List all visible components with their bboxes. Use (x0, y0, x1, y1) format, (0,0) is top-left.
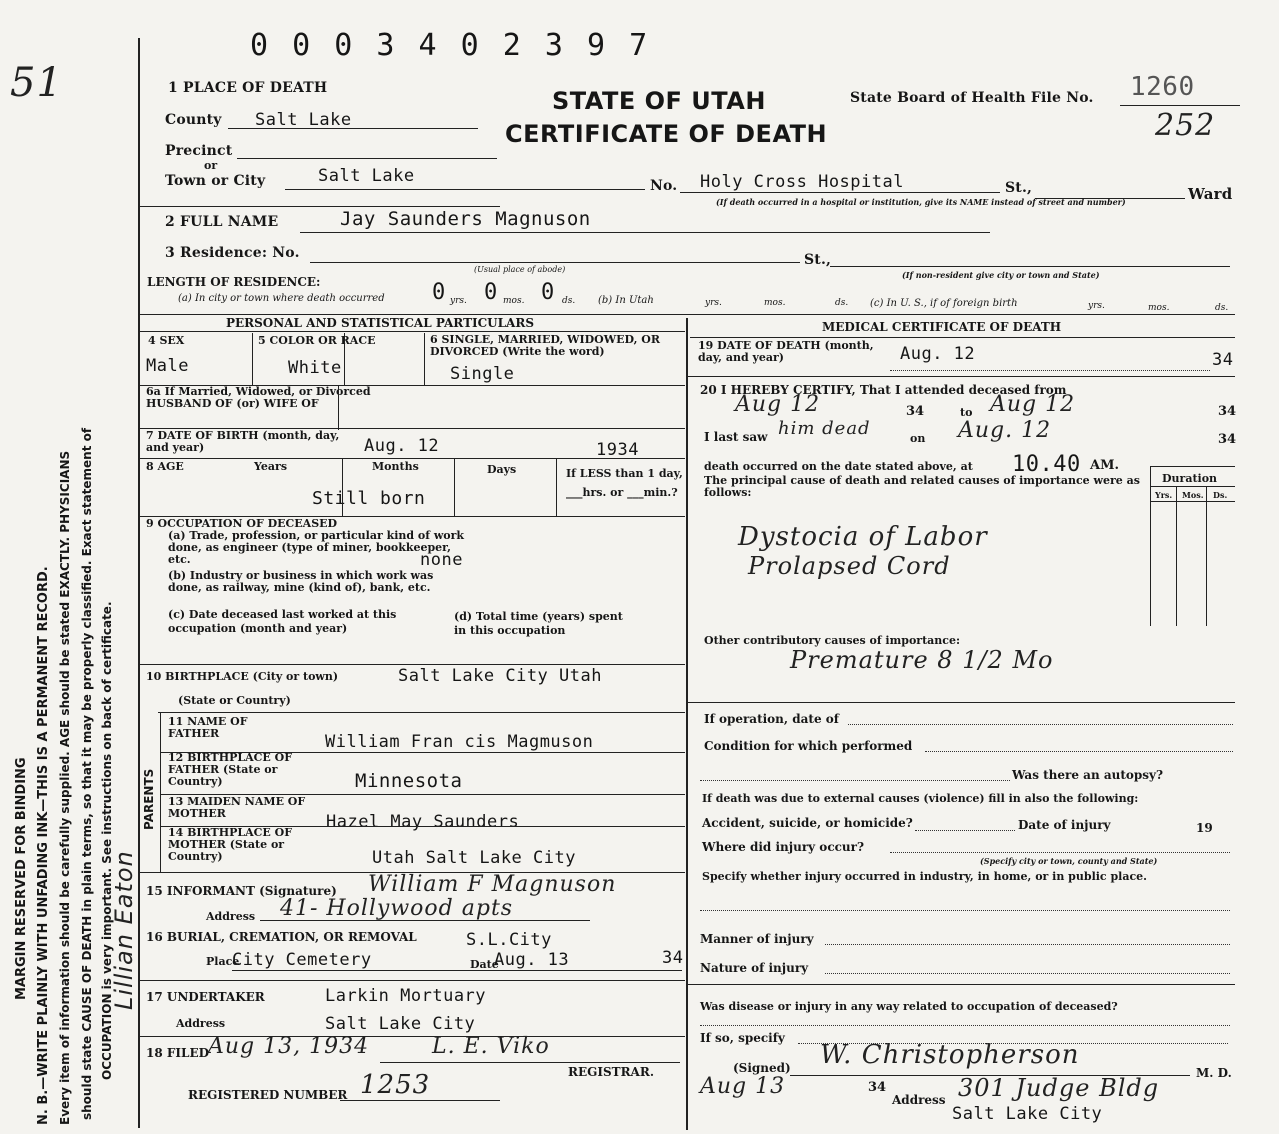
or-label: or (204, 159, 218, 172)
informant-address-line (260, 920, 590, 921)
physician-signature: W. Christopherson (820, 1040, 1080, 1070)
parents-divider (160, 712, 161, 872)
sex-label: 4 SEX (148, 334, 185, 347)
margin-permanent-record-note: N. B.—WRITE PLAINLY WITH UNFADING INK—THIS IS A PERMANENT RECORD. (36, 566, 51, 1125)
am-label: AM. (1090, 458, 1120, 473)
residence-label: 3 Residence: No. (165, 245, 300, 261)
md-label: M. D. (1196, 1066, 1232, 1080)
full-name-label: 2 FULL NAME (165, 214, 279, 230)
residence-yrs: 0 (432, 280, 446, 305)
full-name-value: Jay Saunders Magnuson (340, 208, 591, 230)
burial-date-label: Date (470, 958, 499, 971)
age-div-2 (454, 458, 455, 516)
residence-city-label: (a) In city or town where death occurred (178, 293, 385, 304)
parents-label: PARENTS (142, 768, 156, 830)
ward-label: Ward (1188, 185, 1233, 203)
residence-st-label: St., (804, 252, 832, 268)
title-state: STATE OF UTAH (552, 87, 766, 115)
dod-label: 19 DATE OF DEATH (month, day, and year) (698, 339, 874, 364)
personal-header: PERSONAL AND STATISTICAL PARTICULARS (226, 316, 535, 330)
undertaker-address-value: Salt Lake City (325, 1014, 476, 1034)
file-no: 1260 (1130, 72, 1195, 102)
filed-label: 18 FILED (146, 1046, 209, 1060)
margin-instruction-3: OCCUPATION is very important. See instructions on back of certificate. (100, 601, 114, 1080)
certify-label: 20 I HEREBY CERTIFY, That I attended deceased from (700, 383, 1067, 397)
county-value: Salt Lake (255, 110, 352, 130)
divider-operation (688, 702, 1235, 703)
duration-label: Duration (1162, 472, 1218, 485)
attended-from: Aug 12 (735, 392, 821, 417)
specify-label: Specify whether injury occurred in industry, in home, or in public place. (702, 870, 1147, 883)
residence-ds-label: ds. (562, 296, 576, 306)
burial-value: S.L.City (466, 930, 552, 950)
where-dots (890, 852, 1230, 853)
operation-label: If operation, date of (704, 712, 839, 726)
nature-dots (825, 973, 1230, 974)
duration-left (1150, 466, 1151, 626)
filed-value: Aug 13, 1934 (208, 1034, 370, 1059)
place-of-death-label: 1 PLACE OF DEATH (168, 80, 328, 96)
birthplace-value: Salt Lake City Utah (398, 666, 602, 686)
time-value: 10.40 (1012, 452, 1081, 477)
undertaker-address-label: Address (176, 1017, 226, 1030)
mother-bp-value: Utah Salt Lake City (372, 848, 576, 868)
dob-label: 7 DATE OF BIRTH (month, day, and year) (146, 429, 340, 454)
attended-to: Aug 12 (990, 392, 1076, 417)
residence-ds: 0 (541, 280, 555, 305)
margin-signature: Lillian Eaton (110, 850, 138, 1010)
last-saw-on-label: on (910, 432, 926, 445)
occurred-label: death occurred on the date stated above, at (704, 460, 973, 473)
margin-instruction-1: Every item of information should be carefully supplied. AGE should be stated EXACTLY. PHYSICIANS (58, 450, 72, 1125)
age-months-label: Months (372, 460, 419, 473)
accident-dots (915, 830, 1015, 831)
utah-ds-label: ds. (835, 298, 849, 308)
informant-address: 41- Hollywood apts (280, 896, 514, 921)
other-causes-label: Other contributory causes of importance: (704, 634, 961, 647)
birthplace-label: 10 BIRTHPLACE (City or town) (146, 670, 339, 683)
divider-headers (140, 331, 685, 332)
precinct-label: Precinct (165, 143, 233, 159)
us-ds-label: ds. (1215, 303, 1229, 313)
sign-date: Aug 13 (700, 1074, 786, 1099)
marital-left-divider (424, 333, 425, 385)
residence-line (310, 262, 800, 263)
condition-label: Condition for which performed (704, 739, 913, 753)
autopsy-dots (700, 780, 1010, 781)
age-less-label: If LESS than 1 day, ___hrs. or ___min.? (566, 467, 683, 499)
last-saw-value: him dead (778, 418, 871, 439)
duration-col-2 (1206, 486, 1207, 626)
duration-top (1150, 466, 1235, 467)
accident-label: Accident, suicide, or homicide? (702, 816, 913, 830)
undertaker-value: Larkin Mortuary (325, 986, 487, 1006)
precinct-line (237, 158, 497, 159)
cause-2: Prolapsed Cord (748, 552, 951, 580)
cause-intro: The principal cause of death and related causes of importance were as follows: (704, 474, 1140, 499)
burial-place-label: Place (206, 955, 240, 968)
institution-line (680, 192, 1000, 193)
age-div-1 (342, 458, 343, 516)
autopsy-label: Was there an autopsy? (1012, 768, 1164, 782)
town-line (285, 189, 645, 190)
residence-mos: 0 (484, 280, 498, 305)
where-note: (Specify city or town, county and State) (980, 856, 1158, 866)
utah-yrs-label: yrs. (705, 298, 722, 308)
residence-us-label: (c) In U. S., if of foreign birth (870, 298, 1018, 309)
specify-dots (700, 910, 1230, 911)
last-saw-yr: 34 (1218, 432, 1237, 447)
attended-to-yr: 34 (1218, 404, 1237, 419)
occupation-q-dots (700, 1025, 1230, 1026)
utah-mos-label: mos. (764, 298, 786, 308)
informant-address-label: Address (206, 910, 256, 923)
reg-no-value: 1253 (360, 1070, 431, 1100)
burial-label: 16 BURIAL, CREMATION, OR REMOVAL (146, 930, 417, 944)
file-no-label: State Board of Health File No. (850, 90, 1094, 106)
occupation-q: Was disease or injury in any way related to occupation of deceased? (700, 1000, 1118, 1013)
sign-year: 34 (868, 1080, 887, 1095)
title-certificate: CERTIFICATE OF DEATH (505, 120, 828, 148)
st-label: St., (1005, 180, 1033, 196)
undertaker-label: 17 UNDERTAKER (146, 990, 265, 1004)
town-label: Town or City (165, 173, 266, 189)
us-yrs-label: yrs. (1088, 301, 1105, 311)
age-days-label: Days (487, 463, 517, 476)
mother-label: 13 MAIDEN NAME OF MOTHER (168, 795, 306, 820)
reg-no-line (340, 1100, 500, 1101)
last-saw-date: Aug. 12 (958, 418, 1052, 443)
burial-place-value: City Cemetery (232, 950, 372, 970)
burial-year-value: 34 (662, 948, 684, 968)
usual-abode-note: (Usual place of abode) (474, 265, 566, 274)
dod-md: Aug. 12 (900, 344, 976, 364)
dob-md: Aug. 12 (364, 436, 440, 456)
last-saw-label: I last saw (704, 430, 768, 444)
manner-label: Manner of injury (700, 932, 814, 946)
duration-head-bottom (1150, 501, 1235, 502)
occupation-label: 9 OCCUPATION OF DECEASED (146, 517, 338, 530)
age-label: 8 AGE (146, 460, 184, 473)
other-causes-value: Premature 8 1/2 Mo (790, 646, 1054, 674)
dod-line (890, 370, 1210, 371)
file-no-line (1120, 105, 1240, 106)
age-years-label: Years (254, 460, 288, 473)
age-div-3 (556, 458, 557, 516)
attended-from-yr: 34 (906, 404, 925, 419)
duration-mos: Mos. (1182, 490, 1204, 500)
sex-race-divider (252, 333, 253, 385)
length-of-residence-label: LENGTH OF RESIDENCE: (147, 275, 321, 289)
sex-value: Male (146, 356, 189, 376)
divider-undertaker (140, 980, 685, 981)
divider-sections (140, 314, 1235, 315)
occupation-a: (a) Trade, profession, or particular kind of work done, as engineer (type of miner, bookkeeper, etc. (168, 529, 465, 566)
duration-col-1 (1176, 486, 1177, 626)
no-label: No. (650, 178, 678, 194)
father-bp-label: 12 BIRTHPLACE OF FATHER (State or Country) (168, 751, 293, 788)
divider-age (140, 458, 685, 459)
where-label: Where did injury occur? (702, 840, 865, 854)
occupation-value: none (420, 550, 463, 570)
external-label: If death was due to external causes (violence) fill in also the following: (702, 792, 1139, 805)
mother-value: Hazel May Saunders (326, 812, 520, 832)
condition-dots (925, 751, 1233, 752)
ifso-label: If so, specify (700, 1031, 785, 1045)
duration-ds: Ds. (1213, 490, 1228, 500)
spouse-label: 6a If Married, Widowed, or Divorced HUSBAND OF (or) WIFE OF (146, 385, 371, 410)
divider-medical-header (690, 337, 1235, 338)
divider-birthplace (140, 664, 685, 665)
margin-mark: 51 (10, 60, 63, 106)
full-name-line (300, 232, 990, 233)
registrar-line (380, 1062, 680, 1063)
occupation-c: (c) Date deceased last worked at this occupation (month and year) (168, 608, 397, 635)
injury-year-label: 19 (1196, 821, 1213, 835)
signed-label: (Signed) (733, 1061, 791, 1075)
birthplace-sub: (State or Country) (178, 694, 291, 707)
father-value: William Fran cis Magmuson (325, 732, 594, 752)
occupation-b: (b) Industry or business in which work was done, as railway, mine (kind of), bank, etc. (168, 569, 434, 594)
duration-subhead (1150, 486, 1235, 487)
institution-value: Holy Cross Hospital (700, 172, 904, 192)
file-no-hand: 252 (1155, 108, 1216, 143)
town-value: Salt Lake (318, 166, 415, 186)
informant-label: 15 INFORMANT (Signature) (146, 884, 337, 898)
physician-address: 301 Judge Bldg (958, 1074, 1160, 1102)
divider-parents (158, 712, 685, 713)
residence-st-line (830, 266, 1230, 267)
marital-label: 6 SINGLE, MARRIED, WIDOWED, OR DIVORCED (Write the word) (430, 333, 661, 358)
spouse-divider (338, 385, 339, 430)
county-label: County (165, 112, 222, 128)
father-label: 11 NAME OF FATHER (168, 715, 248, 740)
divider-1 (140, 206, 500, 207)
informant-signature: William F Magnuson (368, 872, 617, 897)
ifso-dots (798, 1043, 1228, 1044)
cause-1: Dystocia of Labor (738, 522, 988, 552)
center-divider (686, 318, 688, 1130)
divider-occupation-q (688, 984, 1235, 985)
mother-bp-label: 14 BIRTHPLACE OF MOTHER (State or Country) (168, 826, 293, 863)
to-label: to (960, 406, 973, 419)
stamp-number: 0 0 0 3 4 0 2 3 9 7 (250, 28, 651, 63)
dob-year: 1934 (596, 440, 639, 460)
us-mos-label: mos. (1148, 303, 1170, 313)
race-label: 5 COLOR OR RACE (258, 334, 376, 347)
county-line (228, 128, 478, 129)
dod-year: 34 (1212, 350, 1234, 370)
margin-binding-note: MARGIN RESERVED FOR BINDING (14, 757, 29, 1000)
reg-no-label: REGISTERED NUMBER (188, 1088, 348, 1102)
duration-yrs: Yrs. (1155, 490, 1173, 500)
left-border (138, 38, 140, 1128)
residence-yrs-label: yrs. (450, 296, 467, 306)
father-bp-value: Minnesota (355, 770, 463, 792)
residence-utah-label: (b) In Utah (598, 295, 654, 306)
address-label: Address (892, 1093, 946, 1107)
injury-date-label: Date of injury (1018, 818, 1111, 832)
registrar-label: REGISTRAR. (568, 1065, 655, 1079)
residence-mos-label: mos. (503, 296, 525, 306)
physician-address-2: Salt Lake City (952, 1104, 1103, 1124)
hospital-note: (If death occurred in a hospital or institution, give its NAME instead of street and number) (716, 197, 1126, 207)
occupation-d: (d) Total time (years) spent in this occupation (454, 610, 623, 637)
nature-label: Nature of injury (700, 961, 809, 975)
nonresident-note: (If non-resident give city or town and State) (902, 270, 1100, 280)
margin-instruction-2: should state CAUSE OF DEATH in plain terms, so that it may be properly classified. Exact statement of (80, 427, 94, 1120)
manner-dots (825, 944, 1230, 945)
operation-dots (848, 724, 1233, 725)
age-value: Still born (312, 488, 426, 509)
medical-header: MEDICAL CERTIFICATE OF DEATH (822, 320, 1062, 334)
race-value: White (288, 358, 342, 378)
registrar-signature: L. E. Viko (432, 1034, 550, 1059)
burial-date-value: Aug. 13 (494, 950, 570, 970)
divider-certify (688, 376, 1235, 377)
marital-value: Single (450, 364, 515, 384)
burial-place-line (232, 970, 682, 971)
